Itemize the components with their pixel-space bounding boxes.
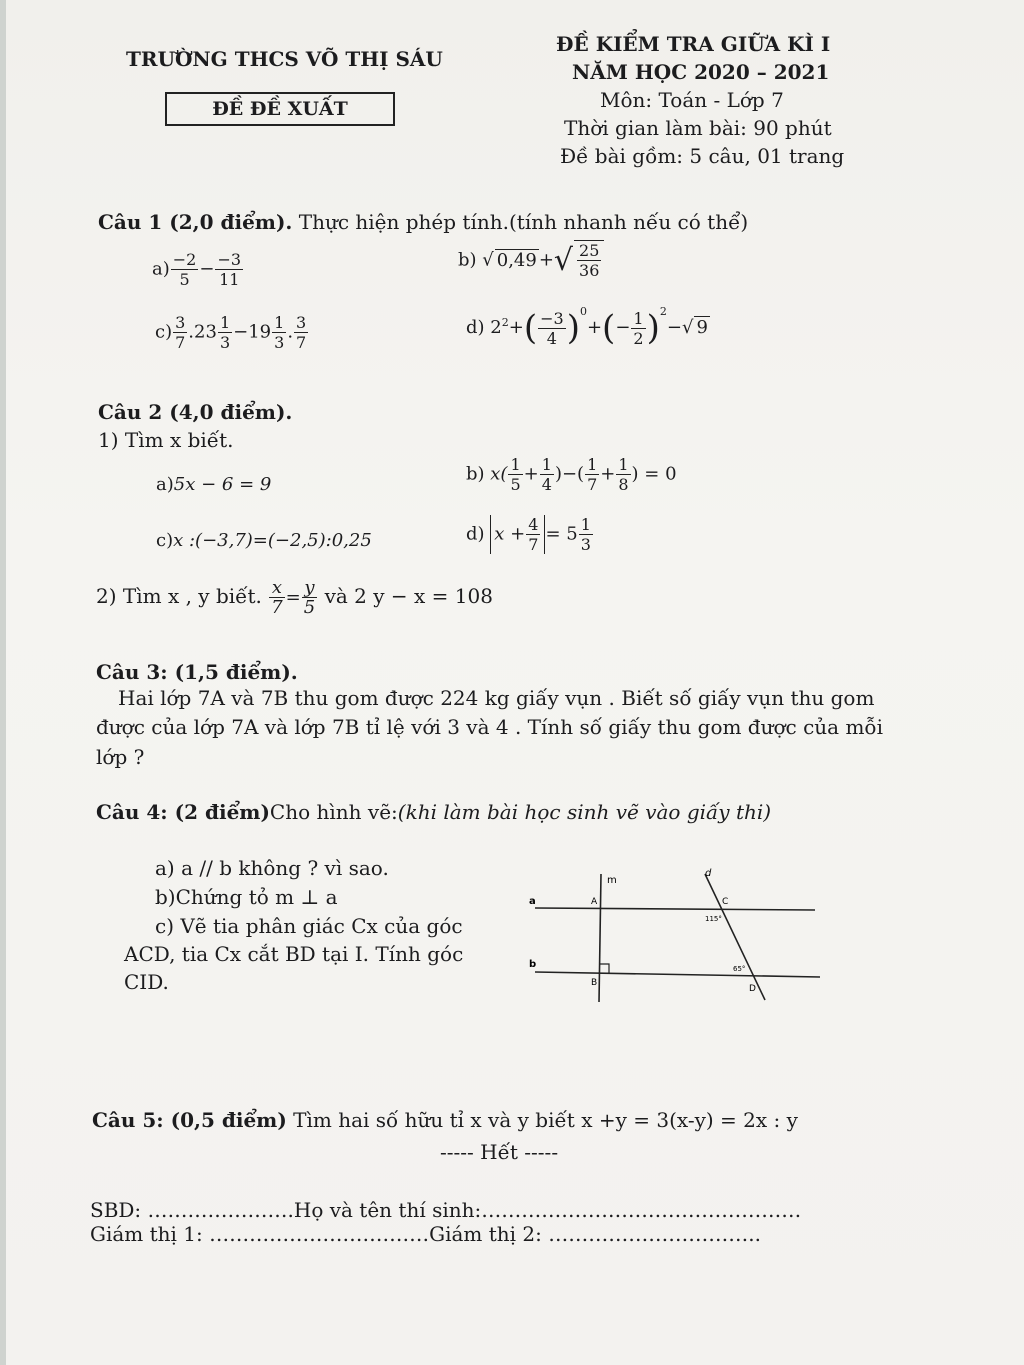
angle-D-value: 65° <box>733 965 746 973</box>
right-angle-mark <box>599 964 609 973</box>
proposed-exam-badge: ĐỀ ĐỀ XUẤT <box>165 92 395 126</box>
q1-d-label: d) <box>466 317 485 338</box>
q1-d-root: 9 <box>696 317 708 338</box>
label-b: b <box>529 959 537 970</box>
q1-part-d: d) $2^2+$( $\frac{-3}{4}$ )$^0$+(− $\frac{1}{2}$ )$^2$−√ 9 <box>466 305 708 348</box>
line-a <box>535 908 815 910</box>
q2-a-label: a) <box>156 474 174 495</box>
q1-d-base: 2 <box>490 317 502 338</box>
q1-d-exp1: 2 <box>501 316 509 329</box>
school-year: NĂM HỌC 2020 – 2021 <box>572 60 830 84</box>
question-1-title: Câu 1 (2,0 điểm). <box>98 210 293 234</box>
q1-b-root1: 0,49 <box>496 249 537 271</box>
label-d: d <box>705 868 712 879</box>
q1-a-op: − <box>199 258 215 280</box>
q1-b-label: b) <box>458 249 477 271</box>
q2-b-frac2: $\frac{1}{4}$ <box>541 455 552 494</box>
q1-d-plus2: + <box>586 317 603 338</box>
q4-part-c-line1: c) Vẽ tia phân giác Cx của góc <box>155 914 463 938</box>
question-4-text: Cho hình vẽ: <box>269 800 398 824</box>
q1-a-frac1: $\frac{-2}{5}$ <box>172 250 197 289</box>
line-m <box>599 874 601 1002</box>
q2-b-label: b) <box>466 463 485 485</box>
q2-part-d <box>466 515 594 554</box>
q4-part-a: a) a // b không ? vì sao. <box>155 856 389 880</box>
proctor-line: Giám thị 1: ……………………………Giám thị 2: ………………………….. <box>90 1222 761 1246</box>
q1-c-frac1: $\frac{3}{7}$ <box>175 313 186 352</box>
q2-d-eq: = 5 <box>545 523 578 545</box>
q1-c-mixed1-frac: $\frac{1}{3}$ <box>219 313 231 352</box>
q2-c-label: c) <box>156 530 174 551</box>
q2-d-abs: x + $\frac{4}{7}$ <box>490 515 545 554</box>
q2-b-plus1: + <box>523 463 539 485</box>
q1-part-c <box>155 313 309 352</box>
q1-c-dot: . <box>287 321 294 343</box>
q1-d-exp2: 0 <box>579 305 587 318</box>
q1-d-minus: − <box>666 317 682 338</box>
geometry-figure <box>515 860 825 1010</box>
question-3-line3: lớp ? <box>96 745 145 769</box>
q2-a-equation: 5x − 6 = 9 <box>173 474 272 495</box>
q1-d-plus1: + <box>508 317 524 338</box>
question-3-title: Câu 3: (1,5 điểm). <box>96 660 298 684</box>
q2-c-equation: x :(−3,7)=(−2,5):0,25 <box>173 530 372 551</box>
q4-part-c-line2: ACD, tia Cx cắt BD tại I. Tính góc <box>124 942 464 966</box>
line-b <box>535 972 820 977</box>
q4-part-b: b)Chứng tỏ m ⊥ a <box>155 885 338 909</box>
exam-structure: Đề bài gồm: 5 câu, 01 trang <box>560 144 845 168</box>
q2-b-minus: )−( <box>554 463 585 485</box>
q1-d-frac1: $\frac{-3}{4}$ <box>540 308 564 348</box>
q1-part-b: b) √ 0,49 +√ $\frac{25}{36}$ <box>458 240 604 280</box>
q2-part-b <box>466 455 677 494</box>
q1-c-mixed1-whole: .23 <box>188 321 217 343</box>
exam-title: ĐỀ KIỂM TRA GIỮA KÌ I <box>556 32 831 56</box>
candidate-info-line: SBD: ………………….Họ và tên thí sinh:………………………………………… <box>90 1198 802 1222</box>
q2-b-plus2: + <box>600 463 616 485</box>
label-m: m <box>607 875 617 886</box>
question-4-title: Câu 4: (2 điểm) <box>96 800 270 824</box>
label-C: C <box>722 897 729 907</box>
question-3-line2: được của lớp 7A và lớp 7B tỉ lệ với 3 và 4 . Tính số giấy thu gom được của mỗi <box>96 715 884 739</box>
q1-a-frac2: $\frac{-3}{11}$ <box>217 250 242 289</box>
question-2-part1: 1) Tìm x biết. <box>98 428 234 452</box>
q2-b-x: x( <box>490 463 508 485</box>
question-2-part2 <box>96 578 493 617</box>
q2-part2-eq: = <box>285 587 301 608</box>
q1-b-plus: + <box>538 249 554 271</box>
angle-C-value: 115° <box>705 915 722 923</box>
q2-part2-suffix: và 2 y − x = 108 <box>318 584 493 608</box>
q2-part2-prefix: 2) Tìm x , y biết. <box>96 584 262 608</box>
q2-part-c <box>156 530 372 551</box>
q1-c-frac3: $\frac{3}{7}$ <box>296 313 307 352</box>
q4-part-c-line3: CID. <box>124 970 169 994</box>
q1-b-frac: $\frac{25}{36}$ <box>579 241 600 280</box>
question-5 <box>92 1108 798 1132</box>
q1-part-a <box>152 250 244 289</box>
label-B: B <box>591 978 598 988</box>
question-5-title: Câu 5: (0,5 điểm) <box>92 1108 287 1132</box>
question-1-text: Thực hiện phép tính.(tính nhanh nếu có thể) <box>292 210 749 234</box>
question-5-text: Tìm hai số hữu tỉ x và y biết x +y = 3(x-y) = 2x : y <box>286 1108 798 1132</box>
q2-b-frac3: $\frac{1}{7}$ <box>587 455 598 494</box>
q2-b-frac4: $\frac{1}{8}$ <box>618 455 629 494</box>
question-1-heading <box>98 210 748 234</box>
school-name: TRƯỜNG THCS VÕ THỊ SÁU <box>126 47 443 71</box>
q1-c-mixed2-frac: $\frac{1}{3}$ <box>274 313 285 352</box>
question-3-line1: Hai lớp 7A và 7B thu gom được 224 kg giấy vụn . Biết số giấy vụn thu gom <box>118 686 875 710</box>
q1-c-mixed2-whole: −19 <box>233 321 272 343</box>
q1-a-label: a) <box>152 258 170 280</box>
line-d <box>705 874 765 1000</box>
q1-d-frac2: $\frac{1}{2}$ <box>633 308 644 348</box>
question-4-note: (khi làm bài học sinh vẽ vào giấy thi) <box>397 800 772 824</box>
question-2-title: Câu 2 (4,0 điểm). <box>98 400 293 424</box>
exam-duration: Thời gian làm bài: 90 phút <box>564 116 832 140</box>
end-marker: ----- Hết ----- <box>440 1140 559 1164</box>
label-D: D <box>749 984 756 994</box>
q2-part-a <box>156 474 271 495</box>
q1-d-exp3: 2 <box>659 305 667 318</box>
label-a: a <box>529 896 536 907</box>
q2-b-frac1: $\frac{1}{5}$ <box>510 455 521 494</box>
subject: Môn: Toán - Lớp 7 <box>600 88 784 112</box>
q2-d-label: d) <box>466 523 485 545</box>
q1-c-label: c) <box>155 321 173 343</box>
q2-d-mixed: $\frac{1}{3}$ <box>580 515 591 554</box>
q2-part2-frac-y: $\frac{y}{5}$ <box>303 577 316 618</box>
q2-part2-frac-x: $\frac{x}{7}$ <box>271 577 283 618</box>
q2-b-end: ) = 0 <box>631 463 677 485</box>
question-4-heading <box>96 800 771 824</box>
q1-d-neg: − <box>615 317 631 338</box>
label-A: A <box>591 897 598 907</box>
